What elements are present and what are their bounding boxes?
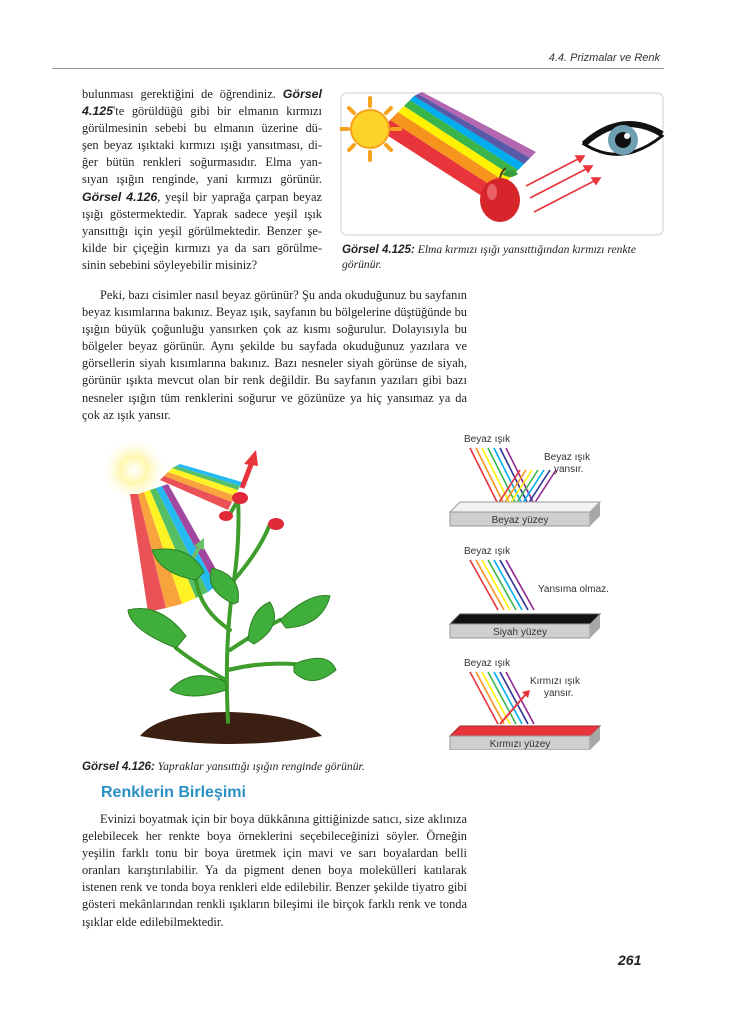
- svg-text:Beyaz ışık: Beyaz ışık: [464, 658, 511, 669]
- header-rule: [52, 68, 664, 69]
- sun-icon: [340, 98, 400, 160]
- figure-4-126-caption: Görsel 4.126: Yapraklar yansıttığı ışığın renginde görünür.: [82, 760, 365, 773]
- white-surface-diagram: [450, 434, 600, 526]
- figure-4-126-plant-illustration: [100, 440, 340, 752]
- svg-text:yansır.: yansır.: [554, 464, 584, 475]
- page-number: 261: [618, 952, 642, 968]
- svg-text:Beyaz ışık: Beyaz ışık: [464, 546, 511, 557]
- header-section-title: 4.4. Prizmalar ve Renk: [548, 52, 660, 64]
- svg-text:Beyaz ışık: Beyaz ışık: [464, 434, 511, 445]
- red-surface-diagram: [450, 658, 600, 750]
- incoming-rays-black: [470, 560, 534, 610]
- section-heading: Renklerin Birleşimi: [101, 784, 246, 801]
- incoming-rays-white: [470, 448, 534, 504]
- svg-text:yansır.: yansır.: [544, 688, 574, 699]
- svg-text:Beyaz yüzey: Beyaz yüzey: [491, 515, 549, 526]
- paragraph-color-mixing: Evinizi boyatmak için bir boya dükkânına gittiğinizde satıcı, size aklınıza gelebilecek her renkte boya örneklerini seçebileceğinizi söyler. Örneğin yeşilin farklı tonu bir boya üretmek için mavi ve sarı boyalardan belli oranları karıştırılabilir. Ya da pigment denen boya molekülleri katılarak istenen renk ve tonda boya renkleri elde edilebilir. Benzer şekilde tiyatro gibi gösteri mekânlarından renkli ışıkların bileşimi ile birçok farklı renk ve tonda ışıklar elde edilebilmektedir.: [82, 812, 467, 929]
- svg-text:Beyaz ışık: Beyaz ışık: [544, 452, 591, 463]
- soil-mound: [140, 712, 322, 744]
- figure-4-125-apple-illustration: [340, 92, 666, 238]
- incoming-rays-red: [470, 672, 534, 724]
- svg-text:Siyah yüzey: Siyah yüzey: [493, 627, 547, 638]
- black-surface-diagram: [450, 546, 609, 638]
- rainbow-beam-to-leaf: [130, 484, 222, 612]
- figure-4-125-caption: Görsel 4.125: Elma kırmızı ışığı yansıttığından kırmızı renkte görünür.: [342, 243, 636, 271]
- running-header: [52, 46, 664, 70]
- svg-text:Yansıma olmaz.: Yansıma olmaz.: [538, 584, 609, 595]
- svg-text:Kırmızı ışık: Kırmızı ışık: [530, 676, 580, 687]
- svg-text:Kırmızı yüzey: Kırmızı yüzey: [489, 739, 551, 750]
- paragraph-white-surfaces: Peki, bazı cisimler nasıl beyaz görünür? Şu anda okuduğunuz bu sayfanın beyaz kısımlarına bakınız. Beyaz ışık, sayfanın bu bölgelerine düştüğünde bu ışığın büyük çoğunluğu yansırken çok az kısmı soğurulur. Dolayısıyla bu bölgeler beyaz görünür. Aynı şekilde bu sayfada okuduğunuz yazılara ve görsellerin siyah kısımlarına bakınız. Bazı nesneler siyah görünse de siyah, görünür ışıkta mevcut olan bir renk değildir. Bu sayfanın yazıları gibi bazı nesneler ışığın tüm renklerini soğurur ve gözünüze ya hiç yansımaz ya da çok az ışık yansır.: [82, 288, 467, 422]
- red-reflection-arrow: [242, 450, 258, 488]
- surface-reflection-diagrams: [440, 430, 620, 750]
- intro-paragraph: bulunması gerektiğini de öğrendiniz. Görsel 4.125'te görüldüğü gibi bir elmanın kırmızı görülmesinin sebebi bu elmanın üzerine dü- şen beyaz ışıktaki kırmızı ışığı yansıtması, di- ğer bütün renkleri soğurmasıdır. Elma yan- sıyan ışığın renginde, yani kırmızı görünür. Görsel 4.126, yeşil bir yaprağa çarpan beyaz ışığı göstermektedir. Yaprak sadece yeşil ışık yansıttığı için yeşil görülmektedir. Benzer şe- kilde bir çiçeğin kırmızı ya da sarı görülme- sinin sebebini söyleyebilir misiniz?: [82, 87, 323, 272]
